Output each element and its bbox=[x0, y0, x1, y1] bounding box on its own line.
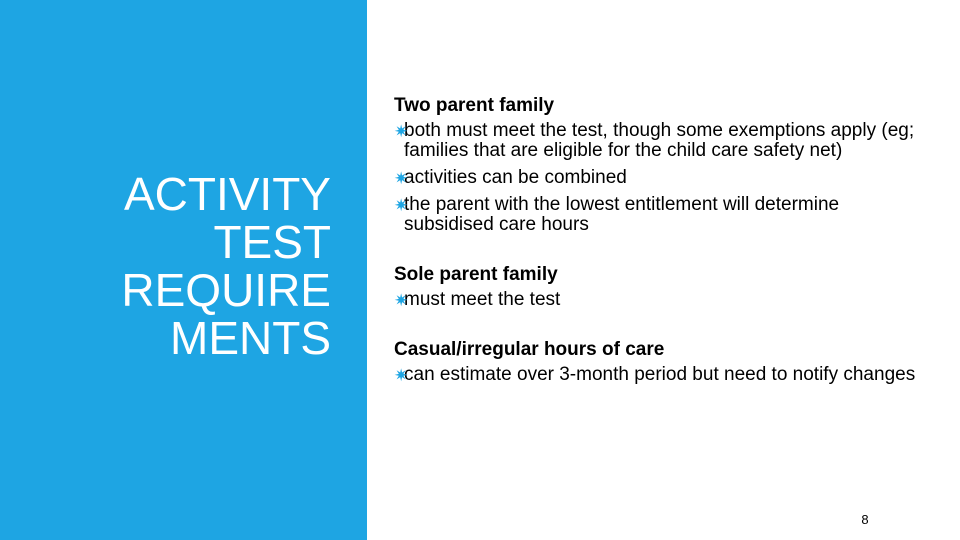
section-heading: Sole parent family bbox=[394, 264, 558, 285]
asterisk-bullet-icon: ✷ bbox=[394, 169, 409, 188]
title-line: MENTS bbox=[170, 312, 331, 364]
slide-title bbox=[31, 170, 331, 362]
section-casual-irregular-hours bbox=[394, 338, 934, 385]
bullet-item bbox=[394, 121, 934, 161]
bullet-item bbox=[394, 168, 934, 188]
title-line: REQUIRE bbox=[121, 264, 331, 316]
bullet-list bbox=[394, 290, 934, 310]
title-line: ACTIVITY bbox=[123, 168, 331, 220]
bullet-text: can estimate over 3-month period but need to notify changes bbox=[404, 364, 916, 385]
asterisk-bullet-icon: ✷ bbox=[394, 122, 409, 141]
section-heading: Casual/irregular hours of care bbox=[394, 339, 665, 360]
bullet-item bbox=[394, 365, 934, 385]
asterisk-bullet-icon: ✷ bbox=[394, 291, 409, 310]
asterisk-bullet-icon: ✷ bbox=[394, 366, 409, 385]
asterisk-bullet-icon: ✷ bbox=[394, 196, 409, 215]
title-panel bbox=[0, 0, 367, 540]
bullet-list bbox=[394, 365, 934, 385]
bullet-list bbox=[394, 121, 934, 235]
bullet-text: activities can be combined bbox=[404, 167, 627, 188]
bullet-item bbox=[394, 195, 934, 235]
section-heading: Two parent family bbox=[394, 95, 555, 116]
section-sole-parent-family bbox=[394, 263, 934, 310]
page-number: 8 bbox=[861, 512, 869, 527]
title-line: TEST bbox=[213, 216, 331, 268]
bullet-text: both must meet the test, though some exemptions apply (eg; families that are eligible for the child care safety net) bbox=[404, 120, 915, 161]
content-area bbox=[394, 94, 934, 413]
section-two-parent-family bbox=[394, 94, 934, 235]
bullet-item bbox=[394, 290, 934, 310]
bullet-text: must meet the test bbox=[404, 289, 561, 310]
bullet-text: the parent with the lowest entitlement will determine subsidised care hours bbox=[404, 194, 840, 235]
